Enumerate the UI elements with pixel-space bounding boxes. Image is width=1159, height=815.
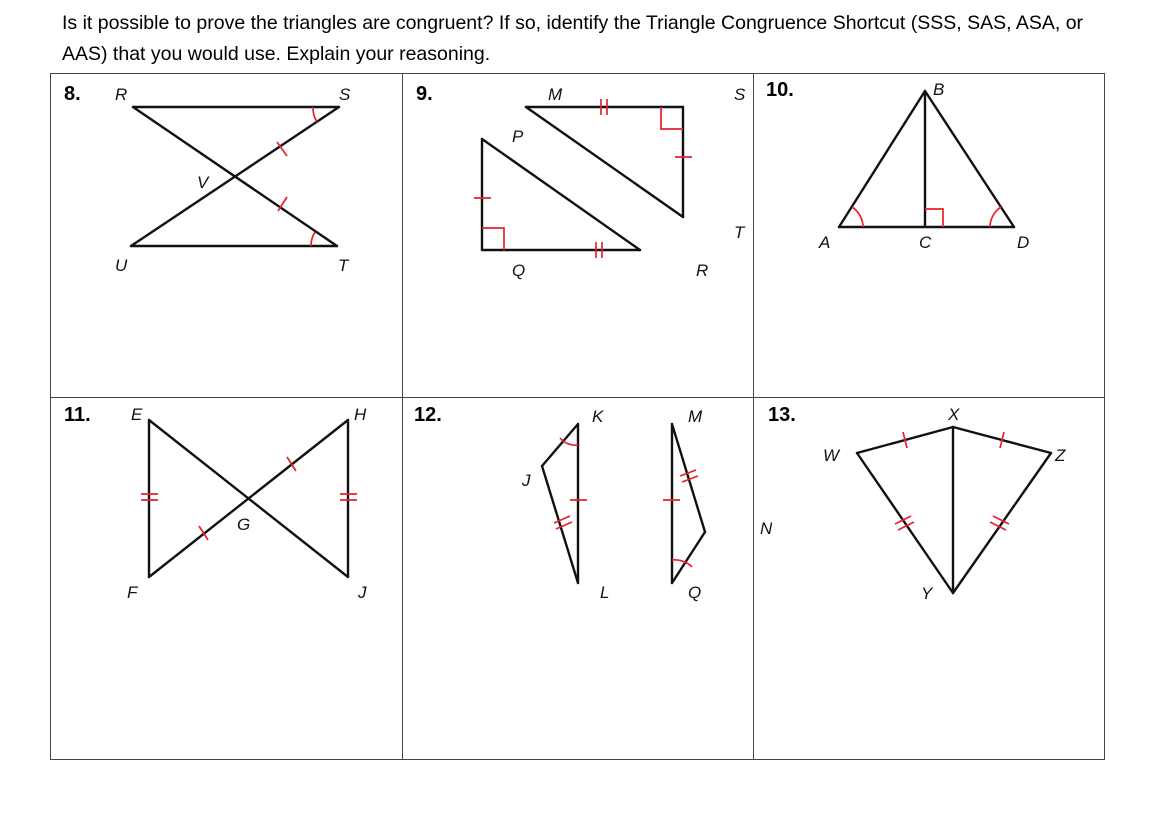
vertex-label-R: R (696, 261, 709, 280)
problem-9-figure (402, 74, 753, 397)
right-angle-mark-Q (482, 228, 504, 250)
problem-number: 9. (416, 83, 433, 105)
problem-12-figure (402, 397, 773, 761)
instructions: Is it possible to prove the triangles are congruent? If so, identify the Triangle Congruence Shortcut (SSS, SAS, ASA, or AAS) that you would use. Explain your reasoning. (62, 12, 1084, 65)
right-angle-mark-C (925, 209, 943, 227)
vertex-label-X: X (948, 405, 960, 424)
vertex-label-G: G (237, 515, 251, 534)
vertex-label-M: M (688, 407, 703, 426)
vertex-label-T: T (734, 223, 745, 242)
double-tick-JL-1 (554, 516, 570, 523)
segment-NQ (672, 532, 705, 583)
vertex-label-A: A (819, 233, 831, 252)
problem-11-cell (51, 397, 402, 761)
problem-number: 11. (64, 404, 91, 426)
vertex-label-L: L (600, 583, 610, 602)
vertex-label-S: S (734, 85, 746, 104)
segment-JL (542, 466, 578, 583)
tick-mark-HG (287, 457, 296, 471)
vertex-label-S: S (339, 85, 351, 104)
problem-11-figure (51, 397, 402, 761)
problem-number: 12. (414, 404, 442, 426)
problem-10-figure (753, 74, 1106, 397)
vertex-label-B: B (933, 80, 945, 99)
problem-number: 10. (766, 79, 794, 101)
vertex-label-W: W (823, 446, 840, 465)
problem-10-cell (753, 74, 1106, 397)
vertex-label-Y: Y (921, 584, 933, 603)
problem-grid (50, 73, 1105, 760)
segment-WY (857, 453, 953, 593)
problem-8-cell (51, 74, 402, 397)
problem-13-cell (753, 397, 1106, 761)
segment-ZY (953, 453, 1051, 593)
problem-8-figure (51, 74, 402, 397)
segment-MN (672, 424, 705, 532)
vertex-label-K: K (592, 407, 604, 426)
vertex-label-J: J (522, 471, 531, 490)
problem-number: 13. (768, 404, 796, 426)
vertex-label-R: R (115, 85, 128, 104)
vertex-label-E: E (131, 405, 143, 424)
vertex-label-H: H (354, 405, 367, 424)
vertex-label-V: V (197, 173, 209, 192)
problem-9-cell (402, 74, 753, 397)
vertex-label-M: M (548, 85, 563, 104)
angle-mark-S (313, 107, 317, 122)
vertex-label-Z: Z (1055, 446, 1066, 465)
vertex-label-T: T (338, 256, 349, 275)
problem-13-figure (753, 397, 1106, 761)
vertex-label-C: C (919, 233, 932, 252)
vertex-label-P: P (512, 127, 524, 146)
vertex-label-Q: Q (688, 583, 702, 602)
right-angle-mark-S (661, 107, 683, 129)
vertex-label-Q: Q (512, 261, 526, 280)
angle-mark-D (990, 207, 1001, 227)
segment-PR (482, 139, 640, 250)
angle-mark-K (560, 438, 578, 445)
vertex-label-F: F (127, 583, 138, 602)
vertex-label-D: D (1017, 233, 1030, 252)
segment-MT (526, 107, 683, 217)
angle-mark-A (852, 207, 863, 227)
problem-12-cell (402, 397, 773, 761)
problem-number: 8. (64, 83, 81, 105)
vertex-label-J: J (358, 583, 367, 602)
segment-BA (839, 91, 925, 227)
vertex-label-N: N (760, 519, 773, 538)
angle-mark-T (311, 232, 315, 246)
double-tick-WY-1 (895, 516, 911, 524)
vertex-label-U: U (115, 256, 128, 275)
